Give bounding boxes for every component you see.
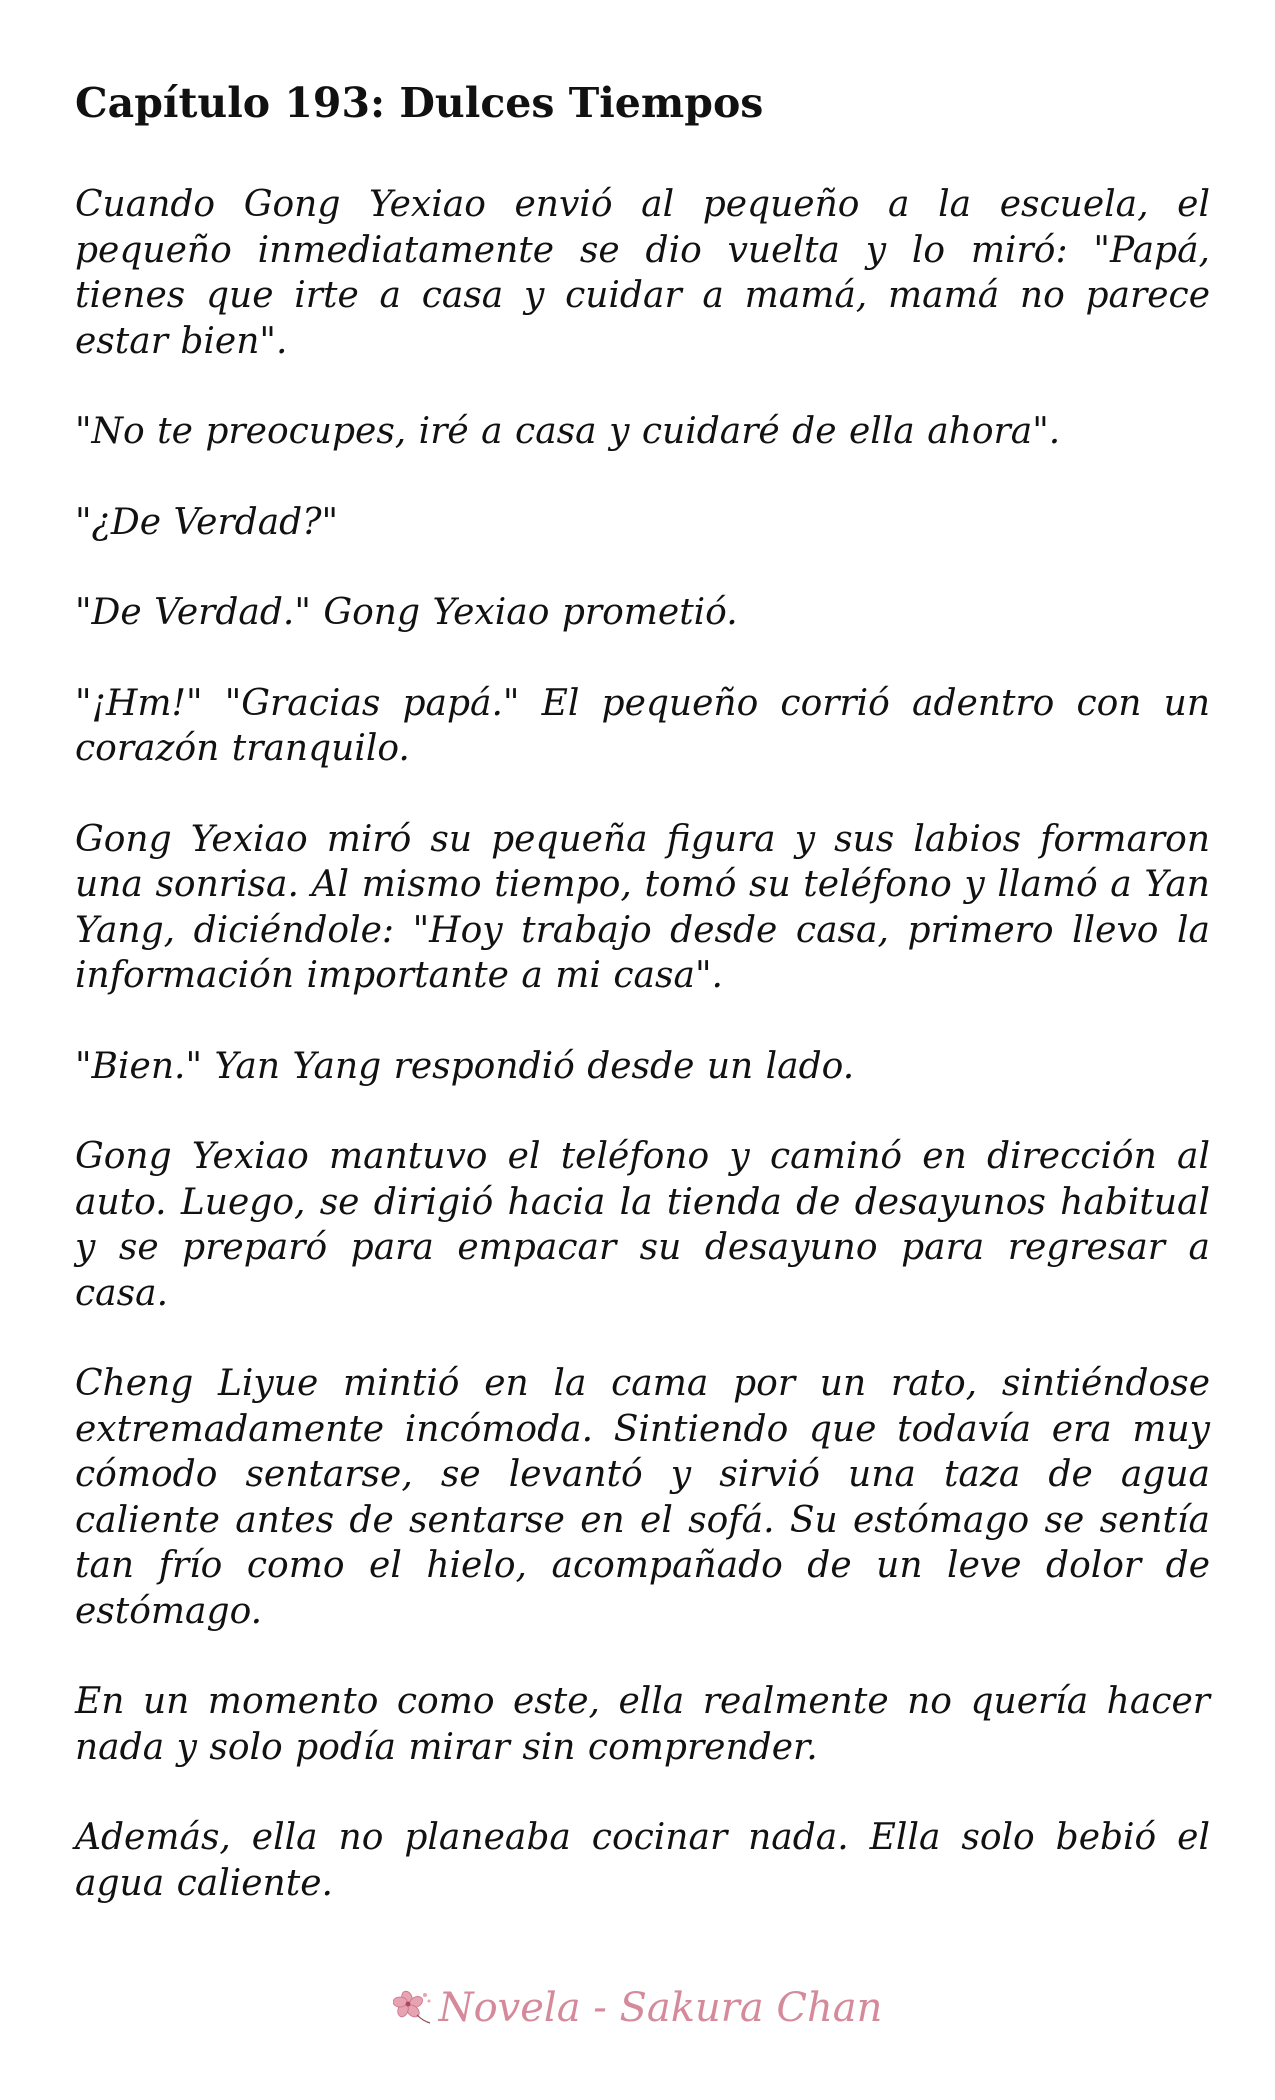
sakura-flower-icon	[393, 1987, 433, 2027]
watermark-footer	[0, 1985, 1275, 2031]
paragraph: En un momento como este, ella realmente no quería hacer nada y solo podía mirar sin comprender.	[75, 1681, 1210, 1768]
paragraph: Además, ella no planeaba cocinar nada. Ella solo bebió el agua caliente.	[75, 1817, 1210, 1904]
chapter-title: Capítulo 193: Dulces Tiempos	[75, 79, 764, 127]
paragraph: Cuando Gong Yexiao envió al pequeño a la escuela, el pequeño inmediatamente se dio vuelta y lo miró: "Papá, tienes que irte a casa y cuidar a mamá, mamá no parece estar bien".	[75, 184, 1210, 362]
paragraph: Gong Yexiao miró su pequeña figura y sus labios formaron una sonrisa. Al mismo tiempo, tomó su teléfono y llamó a Yan Yang, diciéndole: "Hoy trabajo desde casa, primero llevo la información importante a mi casa".	[75, 818, 1210, 996]
paragraph: Cheng Liyue mintió en la cama por un rato, sintiéndose extremadamente incómoda. Sintiendo que todavía era muy cómodo sentarse, se levantó y sirvió una taza de agua caliente antes de sentarse en el sofá. Su estómago se sentía tan frío como el hielo, acompañado de un leve dolor de estómago.	[75, 1363, 1210, 1632]
chapter-page	[75, 70, 1210, 1951]
paragraph: "Bien." Yan Yang respondió desde un lado.	[75, 1045, 855, 1087]
watermark-text: Novela - Sakura Chan	[438, 1985, 883, 2031]
paragraph: "De Verdad." Gong Yexiao prometió.	[75, 592, 738, 633]
paragraph: "¡Hm!" "Gracias papá." El pequeño corrió adentro con un corazón tranquilo.	[75, 682, 1210, 769]
paragraph: "No te preocupes, iré a casa y cuidaré de ella ahora".	[75, 411, 1061, 452]
paragraph: Gong Yexiao mantuvo el teléfono y caminó en dirección al auto. Luego, se dirigió hacia la tienda de desayunos habitual y se preparó para empacar su desayuno para regresar a casa.	[75, 1136, 1210, 1314]
paragraph: "¿De Verdad?"	[75, 501, 339, 543]
